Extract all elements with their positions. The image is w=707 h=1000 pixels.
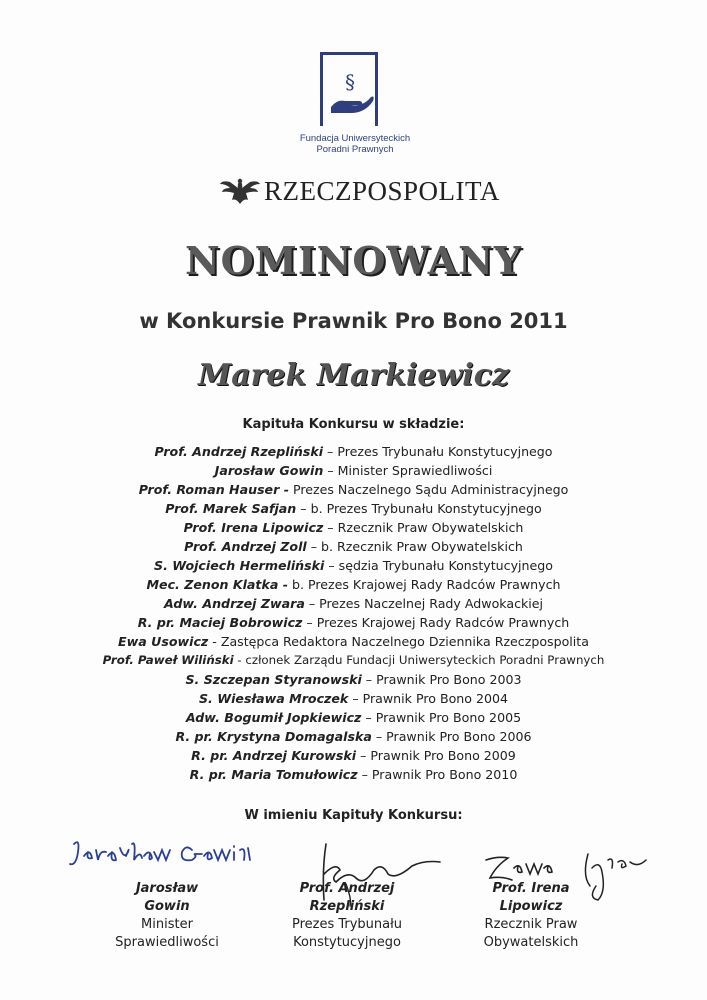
jury-member-role: – Prawnik Pro Bono 2006	[375, 729, 532, 744]
jury-member-role: – Prawnik Pro Bono 2003	[365, 672, 522, 687]
jury-member-role: – Prawnik Pro Bono 2004	[352, 691, 509, 706]
jury-heading: Kapituła Konkursu w składzie:	[242, 417, 465, 432]
jury-member	[0, 480, 707, 499]
foundation-name-line2: Poradni Prawnych	[316, 144, 394, 155]
jury-member-name: S. Szczepan Styranowski	[185, 672, 362, 687]
jury-member-name: Prof. Irena Lipowicz	[183, 520, 324, 535]
svg-text:§: §	[345, 70, 355, 94]
jury-member-name: R. pr. Maciej Bobrowicz	[137, 615, 303, 630]
jury-member	[0, 518, 707, 537]
contest-subtitle: w Konkursie Prawnik Pro Bono 2011	[139, 309, 568, 333]
signer-name-line2: Lipowicz	[499, 899, 563, 914]
jury-member-role: – b. Rzecznik Praw Obywatelskich	[310, 539, 523, 554]
newspaper-logo	[218, 172, 500, 212]
jury-member-role: – b. Prezes Trybunału Konstytucyjnego	[300, 501, 542, 516]
jury-member-name: R. pr. Krystyna Domagalska	[175, 729, 372, 744]
jury-member-name: Prof. Marek Safjan	[165, 501, 297, 516]
nominee-name: Marek Markiewicz	[197, 358, 509, 393]
jury-member	[0, 613, 707, 632]
jury-member-name: R. pr. Andrzej Kurowski	[191, 748, 357, 763]
jury-list	[0, 442, 707, 784]
certificate-title: NOMINOWANY	[184, 238, 523, 283]
foundation-logo	[320, 52, 378, 126]
jury-member	[0, 594, 707, 613]
signer-title-line2: Konstytucyjnego	[293, 935, 401, 950]
signature-gowin	[66, 830, 286, 880]
signer-name-line1: Prof. Irena	[492, 881, 570, 896]
jury-member	[0, 651, 707, 670]
jury-member	[0, 537, 707, 556]
signer-title-line1: Rzecznik Praw	[484, 917, 578, 932]
jury-member	[0, 632, 707, 651]
signer-name-line2: Rzepliński	[309, 899, 385, 914]
jury-member	[0, 575, 707, 594]
jury-member-role: – Prezes Krajowej Rady Radców Prawnych	[306, 615, 570, 630]
signer-rzeplinski	[262, 880, 432, 952]
signer-title-line1: Prezes Trybunału	[291, 917, 403, 932]
jury-member-name: Adw. Bogumił Jopkiewicz	[185, 710, 362, 725]
jury-member	[0, 765, 707, 784]
signer-name-line2: Gowin	[144, 899, 190, 914]
jury-member-role: – Prawnik Pro Bono 2005	[365, 710, 522, 725]
section-hand-logo-icon	[329, 65, 375, 121]
jury-member-role: b. Prezes Krajowej Rady Radców Prawnych	[291, 577, 561, 592]
jury-member-role: – Prezes Naczelnej Rady Adwokackiej	[308, 596, 544, 611]
jury-member	[0, 670, 707, 689]
signer-gowin	[82, 880, 252, 952]
signer-lipowicz	[446, 880, 616, 952]
jury-member-name: Adw. Andrzej Zwara	[163, 596, 305, 611]
jury-member	[0, 461, 707, 480]
foundation-name-line1: Fundacja Uniwersyteckich	[299, 133, 411, 144]
jury-member-role: – Minister Sprawiedliwości	[327, 463, 493, 478]
jury-member-name: Mec. Zenon Klatka -	[146, 577, 288, 592]
signer-title-line2: Obywatelskich	[483, 935, 579, 950]
jury-member	[0, 556, 707, 575]
jury-member-role: – sędzia Trybunału Konstytucyjnego	[328, 558, 553, 573]
jury-member-name: Prof. Paweł Wiliński	[102, 653, 234, 667]
jury-member-name: Prof. Andrzej Rzepliński	[154, 444, 324, 459]
jury-member-name: Ewa Usowicz	[118, 634, 209, 649]
eagle-icon	[218, 176, 262, 206]
jury-member-role: - Zastępca Redaktora Naczelnego Dziennika Rzeczpospolita	[212, 634, 589, 649]
jury-member	[0, 499, 707, 518]
jury-member	[0, 727, 707, 746]
jury-member-name: Jarosław Gowin	[214, 463, 324, 478]
jury-member	[0, 689, 707, 708]
jury-member-name: Prof. Roman Hauser -	[138, 482, 289, 497]
foundation-name	[260, 133, 450, 155]
jury-member-name: S. Wiesława Mroczek	[198, 691, 349, 706]
jury-member-role: – Rzecznik Praw Obywatelskich	[327, 520, 524, 535]
jury-member-role: – Prawnik Pro Bono 2010	[361, 767, 518, 782]
signer-title-line2: Sprawiedliwości	[115, 935, 219, 950]
jury-member-role: – Prezes Trybunału Konstytucyjnego	[327, 444, 553, 459]
signer-name-line1: Prof. Andrzej	[299, 881, 395, 896]
jury-member-name: Prof. Andrzej Zoll	[184, 539, 307, 554]
jury-member-role: – Prawnik Pro Bono 2009	[360, 748, 516, 763]
jury-member	[0, 442, 707, 461]
signer-title-line1: Minister	[141, 917, 193, 932]
jury-member-name: S. Wojciech Hermeliński	[154, 558, 325, 573]
signer-name-line1: Jarosław	[135, 881, 199, 896]
jury-member	[0, 746, 707, 765]
jury-member-name: R. pr. Maria Tomułowicz	[189, 767, 358, 782]
jury-member	[0, 708, 707, 727]
newspaper-name: RZECZPOSPOLITA	[264, 176, 500, 206]
jury-member-role: Prezes Naczelnego Sądu Administracyjnego	[292, 482, 569, 497]
jury-member-role: - członek Zarządu Fundacji Uniwersyteckich Poradni Prawnych	[237, 653, 605, 667]
signatures-heading: W imieniu Kapituły Konkursu:	[244, 808, 463, 823]
